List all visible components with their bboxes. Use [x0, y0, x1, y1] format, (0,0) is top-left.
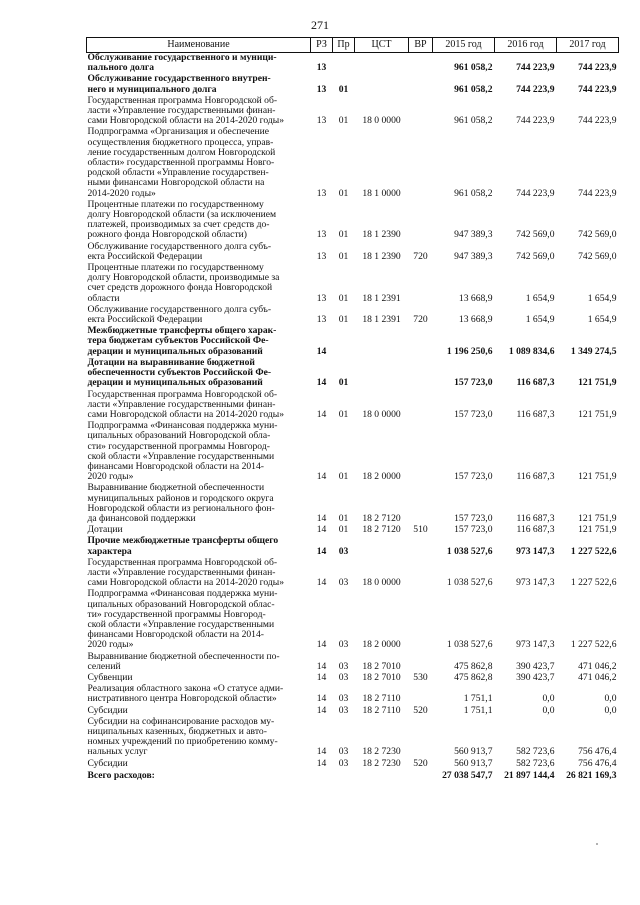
row-pr-cell: 03	[338, 545, 349, 557]
row-name-cell: Субсидии на софинансирование расходов му- ниципальных казенных, бюджетных и авто- номных учреждений по приобретению комму- нальных услуг	[87, 715, 278, 758]
row-name-cell: Субсидии	[87, 704, 128, 716]
row-2016-cell: 116 687,3	[516, 377, 555, 389]
row-pr-cell: 03	[338, 639, 349, 651]
row-2017-cell: 121 751,9	[578, 512, 617, 524]
row-vr-cell	[409, 74, 433, 95]
row-2015-cell: 13 668,9	[458, 314, 493, 326]
row-vr-cell	[409, 326, 433, 358]
row-name-cell: Субсидии	[87, 757, 128, 769]
row-2015-cell: 961 058,2	[454, 83, 493, 95]
row-pr-cell: 01	[338, 512, 349, 524]
table-row	[87, 390, 619, 422]
row-vr-cell	[409, 717, 433, 759]
row-name-cell: Подпрограмма «Организация и обеспечение осуществления бюджетного процесса, управ- ление государственным долгом Новгородской области» государственной программы Новго- родской области «Управление государствен- ными финансами Новгородской области на 2014-2020 годы»	[87, 126, 276, 199]
row-2016-cell: 1 654,9	[525, 314, 555, 326]
row-name-cell: Выравнивание бюджетной обеспеченности муниципальных районов и городского округа Новгородской области из регионального фон- да финансовой поддержки	[87, 482, 275, 524]
row-name-cell: Обслуживание государственного долга субъ- екта Российской Федерации	[87, 303, 272, 326]
table-row	[87, 96, 619, 128]
row-pr-cell: 01	[338, 250, 349, 262]
row-2016-cell: 744 223,9	[516, 83, 555, 95]
row-cst-cell: 18 2 7230	[362, 757, 401, 769]
row-2016-cell: 1 089 834,6	[508, 345, 555, 357]
row-cst-cell	[355, 536, 409, 557]
row-vr-cell: 520	[413, 704, 428, 716]
row-2015-cell: 157 723,0	[454, 377, 493, 389]
row-2017-cell: 1 349 274,5	[570, 345, 617, 357]
row-name-cell: Государственная программа Новгородской об- ласти «Управление государственными финан- сами Новгородской области на 2014-2020 годы»	[87, 388, 285, 420]
row-name-cell: Дотации	[87, 524, 123, 536]
header-pr: Пр	[333, 38, 355, 53]
row-2017-cell: 742 569,0	[578, 229, 617, 241]
row-name-cell: Подпрограмма «Финансовая поддержка муни- ципальных образований Новгородской обла- сти» государственной программы Новгород- ской области «Управление государственными финансами Новгородской области на 2014- 2020 годы»	[87, 420, 278, 483]
row-2015-cell: 560 913,7	[454, 757, 493, 769]
row-rz-cell: 14	[316, 746, 327, 758]
row-2015-cell: 157 723,0	[454, 471, 493, 483]
row-pr-cell: 01	[338, 471, 349, 483]
row-2016-cell: 744 223,9	[516, 187, 555, 199]
row-rz-cell: 13	[316, 250, 327, 262]
row-2017-cell: 1 654,9	[587, 292, 617, 304]
row-2016-cell: 116 687,3	[516, 471, 555, 483]
row-cst-cell: 18 2 0000	[362, 471, 401, 483]
row-2015-cell: 1 038 527,6	[446, 545, 493, 557]
row-rz-cell	[311, 770, 333, 782]
row-2017-cell: 471 046,2	[578, 660, 617, 672]
row-2016-cell: 582 723,6	[516, 746, 555, 758]
header-name: Наименование	[87, 38, 311, 53]
row-cst-cell: 18 1 2390	[362, 250, 401, 262]
row-name-cell: Выравнивание бюджетной обеспеченности по- селений	[87, 650, 280, 672]
row-2017-cell: 744 223,9	[578, 83, 617, 95]
row-cst-cell	[355, 358, 409, 390]
row-vr-cell	[409, 558, 433, 590]
row-name-cell: Государственная программа Новгородской об- ласти «Управление государственными финан- сами Новгородской области на 2014-2020 годы»	[87, 556, 285, 589]
row-pr-cell	[333, 326, 355, 358]
row-2017-cell: 756 476,4	[578, 757, 617, 769]
row-vr-cell	[409, 127, 433, 199]
row-2017-cell: 0,0	[604, 704, 617, 716]
row-2016-cell: 582 723,6	[516, 757, 555, 769]
row-2016-cell: 116 687,3	[516, 512, 555, 524]
row-2016-cell: 744 223,9	[516, 115, 555, 127]
table-row	[87, 652, 619, 673]
table-row	[87, 421, 619, 483]
row-2015-cell: 961 058,2	[454, 115, 493, 127]
row-pr-cell: 03	[338, 757, 349, 769]
row-pr-cell: 01	[338, 187, 349, 199]
row-cst-cell: 18 0 0000	[362, 115, 401, 127]
row-2017-cell: 121 751,9	[578, 524, 617, 536]
row-2016-cell: 390 423,7	[516, 671, 555, 683]
row-vr-cell	[409, 358, 433, 390]
row-name-cell: Прочие межбюджетные трансферты общего характера	[87, 535, 279, 557]
row-rz-cell: 13	[316, 314, 327, 326]
row-2015-cell: 1 038 527,6	[446, 639, 493, 651]
row-2016-cell: 742 569,0	[516, 250, 555, 262]
row-cst-cell: 18 1 0000	[362, 187, 401, 199]
row-pr-cell: 01	[338, 314, 349, 326]
row-cst-cell: 18 0 0000	[362, 408, 401, 420]
row-2016-cell: 21 897 144,4	[504, 769, 555, 781]
row-2015-cell: 1 751,1	[463, 693, 493, 705]
row-2017-cell: 744 223,9	[578, 115, 617, 127]
table-row	[87, 483, 619, 525]
row-name-cell: Обслуживание государственного внутрен- него и муниципального долга	[87, 73, 271, 95]
row-2017-cell: 1 654,9	[587, 314, 617, 326]
row-rz-cell: 14	[316, 639, 327, 651]
table-row	[87, 536, 619, 557]
header-2017: 2017 год	[557, 38, 619, 53]
row-cst-cell: 18 0 0000	[362, 577, 401, 589]
expenditure-table	[86, 37, 619, 782]
row-2015-cell: 157 723,0	[454, 408, 493, 420]
header-2015: 2015 год	[433, 38, 495, 53]
row-cst-cell: 18 2 7010	[362, 660, 401, 672]
row-name-cell: Дотации на выравнивание бюджетной обеспеченности субъектов Российской Фе- дерации и муниципальных образований	[87, 356, 272, 389]
row-vr-cell	[409, 536, 433, 557]
row-2015-cell: 475 862,8	[454, 660, 493, 672]
table-row	[87, 74, 619, 95]
row-pr-cell: 03	[338, 577, 349, 589]
row-rz-cell: 14	[316, 660, 327, 672]
row-vr-cell	[409, 483, 433, 525]
row-rz-cell: 14	[316, 524, 327, 536]
row-2015-cell: 560 913,7	[454, 746, 493, 758]
row-2017-cell: 1 227 522,6	[570, 639, 617, 651]
header-vr: ВР	[409, 38, 433, 53]
row-name-cell: Межбюджетные трансферты общего харак- тера бюджетам субъектов Российской Фе- дерации и муниципальных образований	[87, 325, 277, 357]
row-pr-cell	[333, 53, 355, 75]
row-pr-cell	[333, 770, 355, 782]
row-2015-cell: 475 862,8	[454, 671, 493, 683]
table-row	[87, 53, 619, 75]
table-row	[87, 242, 619, 263]
row-2016-cell: 0,0	[542, 704, 555, 716]
row-pr-cell: 01	[338, 292, 349, 304]
row-pr-cell: 01	[338, 115, 349, 127]
row-pr-cell: 03	[338, 671, 349, 683]
table-row	[87, 326, 619, 358]
row-2016-cell: 116 687,3	[516, 408, 555, 420]
row-2017-cell: 1 227 522,6	[570, 545, 617, 557]
row-pr-cell: 01	[338, 83, 349, 95]
row-2015-cell: 157 723,0	[454, 524, 493, 536]
row-name-cell: Обслуживание государственного и муници- пального долга	[87, 52, 277, 74]
row-name-cell: Процентные платежи по государственному долгу Новгородской области (за исключением платежей, производимых за счет средств до- рожного фонда Новгородской области)	[87, 198, 277, 241]
row-rz-cell: 14	[316, 757, 327, 769]
row-rz-cell: 14	[316, 704, 327, 716]
row-rz-cell: 14	[316, 577, 327, 589]
row-rz-cell: 14	[316, 693, 327, 705]
row-rz-cell: 14	[316, 545, 327, 557]
table-row	[87, 717, 619, 759]
row-vr-cell	[409, 421, 433, 483]
row-vr-cell: 720	[413, 250, 428, 262]
row-2017-cell: 121 751,9	[578, 471, 617, 483]
row-2016-cell: 744 223,9	[516, 62, 555, 74]
total-row	[87, 770, 619, 782]
row-vr-cell: 510	[413, 524, 428, 536]
row-2017-cell: 1 227 522,6	[570, 577, 617, 589]
row-name-cell: Государственная программа Новгородской об- ласти «Управление государственными финан- сами Новгородской области на 2014-2020 годы»	[87, 94, 285, 127]
row-pr-cell: 03	[338, 693, 349, 705]
page-number: 271	[311, 18, 329, 32]
row-2015-cell: 157 723,0	[454, 512, 493, 524]
row-pr-cell: 01	[338, 524, 349, 536]
row-cst-cell: 18 1 2390	[362, 229, 401, 241]
row-rz-cell: 13	[316, 115, 327, 127]
row-2015-cell: 1 196 250,6	[446, 345, 493, 357]
header-2016: 2016 год	[495, 38, 557, 53]
row-vr-cell	[409, 684, 433, 705]
row-vr-cell	[409, 263, 433, 305]
row-pr-cell: 03	[338, 704, 349, 716]
row-vr-cell: 520	[413, 757, 428, 769]
row-vr-cell	[409, 390, 433, 422]
table-row	[87, 305, 619, 326]
row-rz-cell: 14	[316, 512, 327, 524]
row-2017-cell: 744 223,9	[578, 62, 617, 74]
row-cst-cell	[355, 770, 409, 782]
row-2016-cell: 390 423,7	[516, 660, 555, 672]
table-header-row	[87, 38, 619, 53]
table-row	[87, 589, 619, 651]
row-2015-cell: 1 751,1	[463, 704, 493, 716]
row-name-cell: Субвенции	[87, 671, 133, 683]
row-rz-cell: 13	[316, 229, 327, 241]
row-vr-cell: 720	[413, 314, 428, 326]
table-row	[87, 684, 619, 705]
row-cst-cell: 18 2 7120	[362, 524, 401, 536]
row-pr-cell: 03	[338, 746, 349, 758]
header-rz: РЗ	[311, 38, 333, 53]
row-cst-cell	[355, 74, 409, 95]
row-rz-cell: 14	[316, 408, 327, 420]
row-rz-cell: 13	[316, 292, 327, 304]
table-row	[87, 200, 619, 242]
row-cst-cell	[355, 53, 409, 75]
row-2015-cell: 947 389,3	[454, 229, 493, 241]
row-rz-cell: 14	[316, 471, 327, 483]
row-2016-cell: 973 147,3	[516, 545, 555, 557]
row-cst-cell: 18 2 7110	[362, 704, 401, 716]
row-name-cell: Всего расходов:	[87, 769, 155, 781]
header-cst: ЦСТ	[355, 38, 409, 53]
row-2016-cell: 973 147,3	[516, 577, 555, 589]
row-2015-cell: 947 389,3	[454, 250, 493, 262]
row-2015-cell: 961 058,2	[454, 62, 493, 74]
row-cst-cell: 18 2 7010	[362, 671, 401, 683]
row-cst-cell: 18 2 0000	[362, 639, 401, 651]
row-rz-cell: 13	[316, 62, 327, 74]
row-pr-cell: 01	[338, 408, 349, 420]
row-pr-cell: 01	[338, 377, 349, 389]
row-vr-cell	[409, 770, 433, 782]
row-cst-cell: 18 2 7120	[362, 512, 401, 524]
row-name-cell: Процентные платежи по государственному долгу Новгородской области, производимые за счет средств дорожного фонда Новгородской области	[87, 262, 280, 304]
row-2017-cell: 471 046,2	[578, 671, 617, 683]
row-rz-cell: 13	[316, 83, 327, 95]
row-2015-cell: 13 668,9	[458, 292, 493, 304]
row-cst-cell	[355, 326, 409, 358]
row-cst-cell: 18 2 7230	[362, 746, 401, 758]
scan-speck	[596, 843, 598, 845]
row-name-cell: Подпрограмма «Финансовая поддержка муни- ципальных образований Новгородской облас- ти» государственной программы Новгород- ской области «Управление государственными финансами Новгородской области на 2014- 2020 годы»	[87, 588, 278, 651]
row-2015-cell: 961 058,2	[454, 187, 493, 199]
row-2017-cell: 0,0	[604, 693, 617, 705]
table-row	[87, 263, 619, 305]
row-vr-cell	[409, 96, 433, 128]
row-name-cell: Обслуживание государственного долга субъ- екта Российской Федерации	[87, 240, 272, 262]
table-row	[87, 558, 619, 590]
row-pr-cell: 03	[338, 660, 349, 672]
row-rz-cell: 14	[316, 377, 327, 389]
row-2017-cell: 121 751,9	[578, 377, 617, 389]
row-2016-cell: 116 687,3	[516, 524, 555, 536]
row-2015-cell: 27 038 547,7	[442, 769, 493, 781]
row-pr-cell: 01	[338, 229, 349, 241]
row-rz-cell: 14	[316, 345, 327, 357]
row-cst-cell: 18 1 2391	[362, 292, 401, 304]
row-rz-cell: 14	[316, 671, 327, 683]
table-row	[87, 127, 619, 199]
row-2016-cell: 973 147,3	[516, 639, 555, 651]
row-2016-cell: 1 654,9	[525, 292, 555, 304]
row-2017-cell: 121 751,9	[578, 408, 617, 420]
row-2016-cell: 0,0	[542, 693, 555, 705]
row-vr-cell	[409, 53, 433, 75]
row-2016-cell: 742 569,0	[516, 229, 555, 241]
table-row	[87, 358, 619, 390]
row-2017-cell: 756 476,4	[578, 746, 617, 758]
row-name-cell: Реализация областного закона «О статусе адми- нистративного центра Новгородской области»	[87, 683, 284, 705]
row-vr-cell	[409, 589, 433, 651]
row-2017-cell: 744 223,9	[578, 187, 617, 199]
row-2017-cell: 26 821 169,3	[566, 769, 617, 781]
row-vr-cell	[409, 652, 433, 673]
row-rz-cell: 13	[316, 187, 327, 199]
row-vr-cell: 530	[413, 671, 428, 683]
row-vr-cell	[409, 200, 433, 242]
row-cst-cell: 18 2 7110	[362, 693, 401, 705]
row-2015-cell: 1 038 527,6	[446, 577, 493, 589]
table-row	[87, 759, 619, 770]
row-2017-cell: 742 569,0	[578, 250, 617, 262]
row-cst-cell: 18 1 2391	[362, 314, 401, 326]
